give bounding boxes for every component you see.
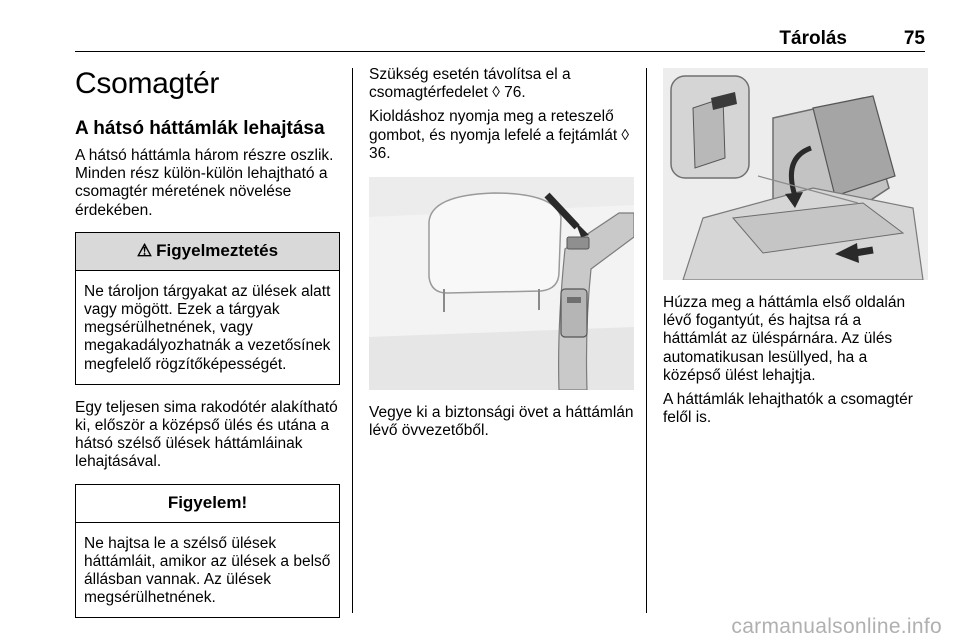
paragraph: Egy teljesen sima rakodótér alakítható ki, először a középső ülés és utána a hátsó szélső ülések háttámláinak lehajtásával. <box>75 398 338 471</box>
headrest-belt-illustration <box>369 177 634 390</box>
page-number: 75 <box>903 28 925 49</box>
paragraph: Vegye ki a biztonsági övet a háttámlán lévő övvezetőből. <box>369 404 634 440</box>
chapter-title: Tárolás <box>779 28 847 49</box>
column-divider <box>646 68 647 613</box>
warning-text: Ne tároljon tárgyakat az ülések alatt vagy mögött. Ezek a tárgyak megsérülhetnének, vagy megakadályozhatnák a vezetősínek megfelelő rögzítőképességét. <box>84 282 331 373</box>
column-divider <box>352 68 353 613</box>
paragraph: A hátsó háttámla három részre oszlik. Minden rész külön-külön lehajtható a csomagtér méretének növelése érdekében. <box>75 147 334 219</box>
warning-box <box>75 232 340 385</box>
warning-triangle-icon: ⚠ <box>136 241 153 261</box>
page-header <box>75 26 925 52</box>
column-3 <box>663 62 928 427</box>
paragraph: Szükség esetén távolítsa el a csomagtérfedelet ◊ 76. <box>369 66 571 102</box>
watermark: carmanualsonline.info <box>731 615 942 638</box>
warning-title: Figyelmeztetés <box>156 241 279 261</box>
paragraph: Kioldáshoz nyomja meg a reteszelő gombot, és nyomja lefelé a fejtámlát ◊ 36. <box>369 108 630 162</box>
caution-header <box>76 485 339 523</box>
subsection-title: A hátsó háttámlák lehajtása <box>75 118 325 139</box>
caution-title: Figyelem! <box>167 493 248 513</box>
paragraph: A háttámlák lehajthatók a csomagtér felől is. <box>663 391 913 427</box>
column-1 <box>75 62 340 618</box>
caution-box <box>75 484 340 619</box>
section-title: Csomagtér <box>75 67 220 100</box>
caution-text: Ne hajtsa le a szélső ülések háttámláit, amikor az ülések a belső állásban vannak. Az ülések megsérülhetnének. <box>84 534 331 607</box>
warning-header <box>76 233 339 271</box>
paragraph: Húzza meg a háttámla első oldalán lévő fogantyút, és hajtsa rá a háttámlát az üléspárnára. Az ülés automatikusan lesüllyed, ha a középső ülést lehajtja. <box>663 294 906 384</box>
column-2 <box>369 62 634 440</box>
seatback-fold-illustration <box>663 68 928 280</box>
